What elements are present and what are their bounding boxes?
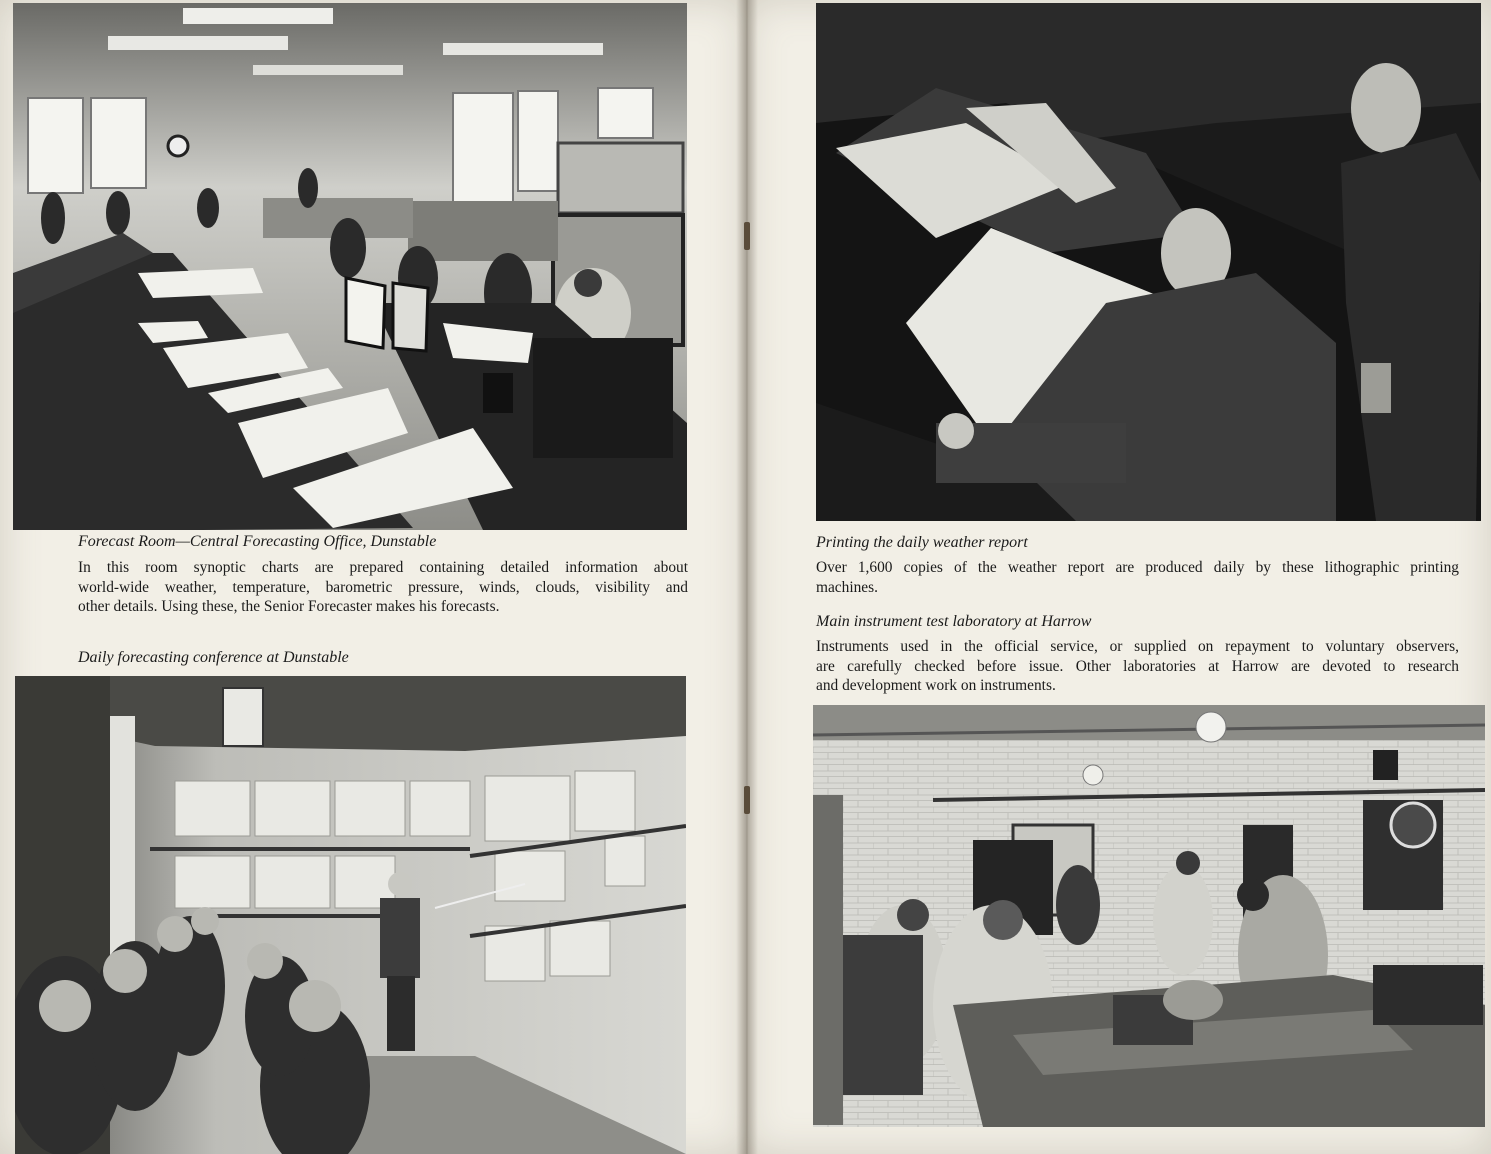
forecast-room-caption: Forecast Room—Central Forecasting Office, Dunstable bbox=[78, 533, 437, 550]
description-line: are carefully checked before issue. Other laboratories at Harrow are devoted to research bbox=[816, 657, 1459, 675]
staple-top bbox=[744, 222, 750, 250]
book-gutter bbox=[736, 0, 758, 1154]
printing-caption: Printing the daily weather report bbox=[816, 534, 1028, 551]
description-line: and development work on instruments. bbox=[816, 677, 1056, 694]
description-line: world-wide weather, temperature, barometric pressure, winds, clouds, visibility and bbox=[78, 578, 688, 596]
staple-bottom bbox=[744, 786, 750, 814]
forecast-room-description bbox=[78, 558, 688, 617]
forecasting-conference-caption: Daily forecasting conference at Dunstable bbox=[78, 649, 349, 666]
description-line: other details. Using these, the Senior Forecaster makes his forecasts. bbox=[78, 598, 500, 615]
forecasting-conference-photo bbox=[15, 676, 686, 1154]
description-line: Instruments used in the official service, or supplied on repayment to voluntary observers, bbox=[816, 638, 1459, 655]
forecast-room-photo bbox=[13, 3, 687, 530]
description-line: In this room synoptic charts are prepared containing detailed information about bbox=[78, 559, 688, 576]
printing-description bbox=[816, 558, 1459, 597]
instrument-laboratory-caption: Main instrument test laboratory at Harrow bbox=[816, 613, 1092, 630]
description-line: machines. bbox=[816, 578, 878, 596]
description-line: Over 1,600 copies of the weather report are produced daily by these lithographic printing bbox=[816, 559, 1459, 576]
instrument-laboratory-photo bbox=[813, 705, 1485, 1127]
instrument-laboratory-description bbox=[816, 637, 1459, 696]
printing-press-photo bbox=[816, 3, 1481, 521]
